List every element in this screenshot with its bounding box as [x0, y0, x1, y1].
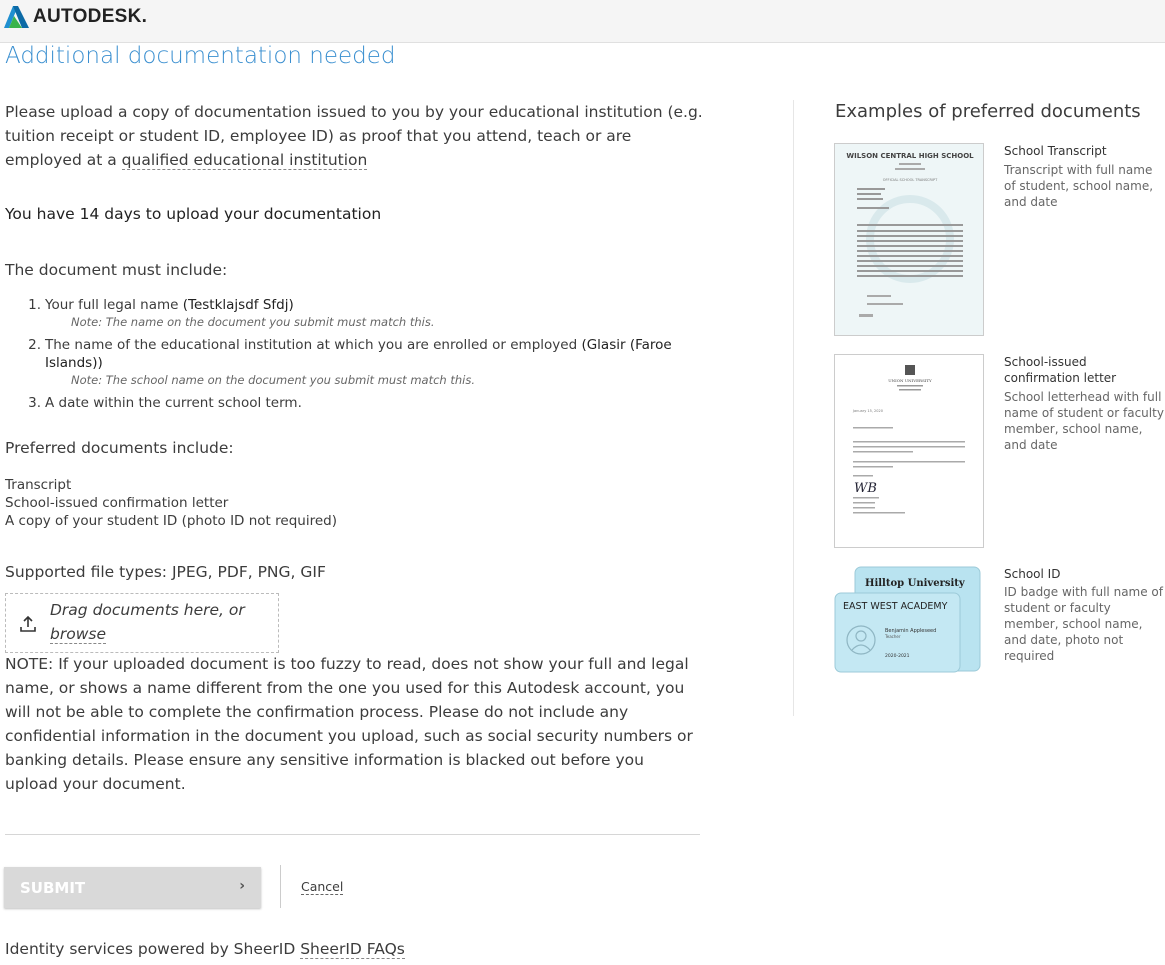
- upload-icon: [6, 598, 50, 650]
- letter-thumbnail: [834, 354, 984, 548]
- user-full-name: (Testklajsdf Sfdj): [182, 297, 294, 313]
- upload-form: [5, 100, 705, 793]
- example-description: School letterhead with full name of student or faculty member, school name, and date: [1004, 390, 1164, 452]
- days-notice: You have 14 days to upload your documentation: [5, 205, 382, 223]
- requirement-item: 1. Your full legal name (Testklajsdf Sfdj) Note: The name on the document you submit must match this.: [28, 297, 435, 329]
- letter-school-name: UNION UNIVERSITY: [888, 378, 932, 383]
- intro-text: Please upload a copy of documentation issued to you by your educational institution (e.g. tuition receipt or student ID, employee ID) as proof that you attend, teach or are employed at a qualified educational institution: [5, 103, 703, 169]
- page-title: Additional documentation needed: [5, 43, 396, 69]
- examples-title: Examples of preferred documents: [835, 101, 1141, 122]
- autodesk-logo[interactable]: [4, 6, 147, 28]
- list-item: School-issued confirmation letter: [5, 495, 229, 511]
- letter-date: January 15, 2020: [853, 409, 883, 413]
- card-front-name: EAST WEST ACADEMY: [843, 601, 948, 612]
- card-holder: Benjamin Appleseed: [885, 628, 937, 634]
- card-year: 2020-2021: [885, 654, 910, 659]
- example-label: School-issued confirmation letter: [1004, 355, 1117, 385]
- column-divider: [793, 100, 794, 716]
- preferred-docs-label: Preferred documents include:: [5, 439, 234, 457]
- must-include-label: The document must include:: [5, 261, 228, 279]
- example-label: School ID: [1004, 567, 1061, 581]
- institution-name: (Glasir (Faroe Islands)): [45, 337, 672, 371]
- sheerid-faqs-link[interactable]: SheerID FAQs: [300, 940, 405, 958]
- example-description: ID badge with full name of student or faculty member, school name, and date, photo not required: [1004, 585, 1163, 663]
- autodesk-logo-icon: [4, 6, 29, 28]
- cancel-link[interactable]: Cancel: [301, 879, 344, 894]
- file-dropzone[interactable]: [5, 593, 279, 653]
- divider: [280, 865, 281, 908]
- qualified-institution-link[interactable]: qualified educational institution: [121, 151, 368, 169]
- requirements-list: [5, 296, 685, 418]
- signature: WB: [854, 481, 877, 496]
- supported-file-types: Supported file types: JPEG, PDF, PNG, GIF: [5, 563, 326, 581]
- requirement-item: 3. A date within the current school term.: [28, 395, 302, 411]
- transcript-school-name: WILSON CENTRAL HIGH SCHOOL: [846, 152, 974, 160]
- requirement-note: Note: The name on the document you submit must match this.: [71, 315, 435, 329]
- browse-link[interactable]: browse: [50, 625, 106, 643]
- dropzone-text: Drag documents here, or: [50, 601, 245, 619]
- example-label: School Transcript: [1004, 144, 1107, 158]
- chevron-right-icon: ›: [239, 878, 245, 894]
- submit-button[interactable]: SUBMIT ›: [4, 867, 261, 908]
- divider: [5, 834, 700, 835]
- footer: Identity services powered by SheerID SheerID FAQs: [5, 940, 405, 958]
- brand-name: AUTODESK.: [33, 6, 148, 27]
- transcript-rows: [857, 224, 963, 277]
- list-item: Transcript: [5, 477, 72, 493]
- list-item: A copy of your student ID (photo ID not required): [5, 513, 337, 529]
- card-role: Teacher: [885, 634, 901, 639]
- requirement-note: Note: The school name on the document you submit must match this.: [71, 373, 476, 387]
- upload-note: NOTE: If your uploaded document is too fuzzy to read, does not show your full and legal name, or shows a name different from the one you used for this Autodesk account, you will not be able to complete the confirmation process. Please do not include any confidential information in the document you upload, such as social security numbers or banking details. Please ensure any sensitive information is blacked out before you upload your document.: [5, 655, 693, 793]
- preferred-docs-list: [5, 476, 337, 530]
- requirement-item: 2. The name of the educational institution at which you are enrolled or employed (Glasir (Faroe Islands)) Note: The school name on the document you submit must match this.: [5, 336, 685, 388]
- letter-body-lines: [853, 427, 965, 477]
- transcript-subtitle: OFFICIAL SCHOOL TRANSCRIPT: [882, 178, 938, 182]
- top-header: [0, 0, 1165, 43]
- id-card-thumbnail: [834, 566, 994, 674]
- card-back-name: Hilltop University: [865, 578, 965, 589]
- transcript-thumbnail: [834, 143, 984, 336]
- example-description: Transcript with full name of student, school name, and date: [1004, 163, 1154, 209]
